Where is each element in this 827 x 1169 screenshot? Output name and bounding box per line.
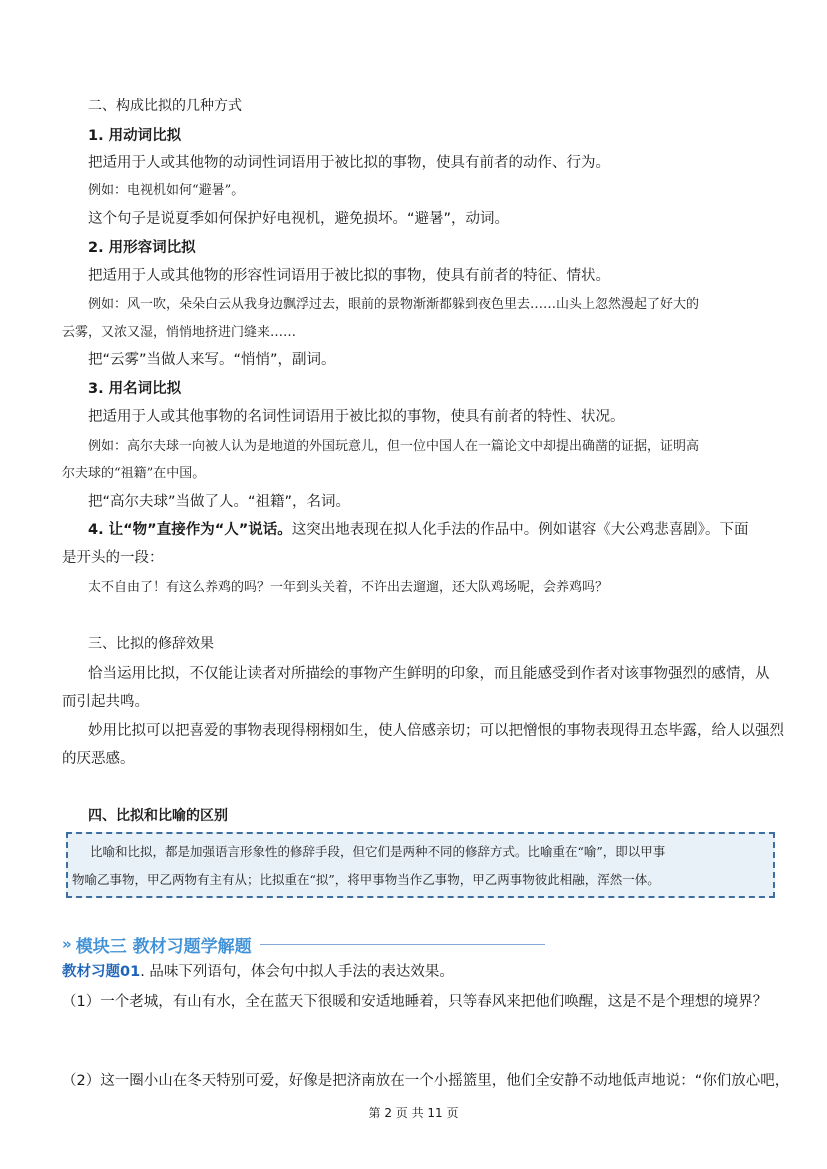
divider <box>260 944 545 945</box>
paragraph: 把“高尔夫球”当做了人。“祖籍”，名词。 <box>88 494 351 510</box>
paragraph: 这个句子是说夏季如何保护好电视机，避免损坏。“避暑”，动词。 <box>88 211 510 227</box>
module-header <box>62 933 545 955</box>
subheading-verb: 1. 用动词比拟 <box>88 128 182 144</box>
section-heading-3: 三、比拟的修辞效果 <box>88 636 214 652</box>
paragraph: 而引起共鸣。 <box>62 694 149 710</box>
subheading-adjective: 2. 用形容词比拟 <box>88 240 196 256</box>
example-text: 尔夫球的“祖籍”在中国。 <box>62 466 206 481</box>
box-text: 比喻和比拟，都是加强语言形象性的修辞手段，但它们是两种不同的修辞方式。比喻重在“喻”，即以甲事 <box>90 844 666 859</box>
example-text: 例如：高尔夫球一向被人认为是地道的外国玩意儿，但一位中国人在一篇论文中却提出确凿的证据，证明高 <box>88 439 700 454</box>
comparison-box <box>66 832 775 898</box>
paragraph: 把适用于人或其他事物的名词性词语用于被比拟的事物，使具有前者的特性、状况。 <box>88 409 625 425</box>
example-text: 云雾，又浓又湿，悄悄地挤进门缝来…… <box>62 325 297 340</box>
subheading-noun: 3. 用名词比拟 <box>88 381 182 397</box>
exercise-question: （2）这一圈小山在冬天特别可爱，好像是把济南放在一个小摇篮里，他们全安静不动地低声地说：“你们放心吧， <box>62 1073 790 1089</box>
subheading-speech: 4. 让“物”直接作为“人”说话。 <box>88 522 292 538</box>
paragraph: 恰当运用比拟，不仅能让读者对所描绘的事物产生鲜明的印象，而且能感受到作者对该事物强烈的感情，从 <box>88 666 770 682</box>
paragraph: 是开头的一段： <box>62 550 164 566</box>
section-heading-2: 二、构成比拟的几种方式 <box>88 98 242 114</box>
exercise-label: 教材习题01 <box>62 964 141 980</box>
quote-text: 太不自由了！有这么养鸡的吗？一年到头关着，不许出去遛遛，还大队鸡场呢，会养鸡吗？ <box>88 580 609 595</box>
exercise-prompt-text: . 品味下列语句，体会句中拟人手法的表达效果。 <box>140 964 454 980</box>
paragraph-text: 这突出地表现在拟人化手法的作品中。例如谌容《大公鸡悲喜剧》。下面 <box>291 522 749 538</box>
paragraph: 把“云雾”当做人来写。“悄悄”，副词。 <box>88 352 336 368</box>
example-text: 例如：风一吹，朵朵白云从我身边飘浮过去，眼前的景物渐渐都躲到夜色里去……山头上忽然漫起了好大的 <box>88 297 700 312</box>
paragraph: 把适用于人或其他物的形容性词语用于被比拟的事物，使具有前者的特征、情状。 <box>88 268 610 284</box>
exercise-prompt <box>62 962 454 982</box>
exercise-question: （1）一个老城，有山有水，全在蓝天下很暖和安适地睡着，只等春风来把他们唤醒，这是不是个理想的境界？ <box>62 994 768 1010</box>
page-number: 第 2 页 共 11 页 <box>368 1106 459 1120</box>
section-heading-4: 四、比拟和比喻的区别 <box>88 808 228 824</box>
paragraph <box>88 520 749 540</box>
example-text: 例如：电视机如何“避暑”。 <box>88 183 245 198</box>
module-title: 模块三 教材习题学解题 <box>75 936 252 957</box>
paragraph: 把适用于人或其他物的动词性词语用于被比拟的事物，使具有前者的动作、行为。 <box>88 155 610 171</box>
double-chevron-icon: » <box>62 935 68 953</box>
box-text: 物喻乙事物，甲乙两物有主有从；比拟重在“拟”，将甲事物当作乙事物，甲乙两事物彼此相融，浑然一体。 <box>72 872 660 887</box>
paragraph: 妙用比拟可以把喜爱的事物表现得栩栩如生，使人倍感亲切；可以把憎恨的事物表现得丑态毕露，给人以强烈 <box>88 723 784 739</box>
paragraph: 的厌恶感。 <box>62 751 135 767</box>
